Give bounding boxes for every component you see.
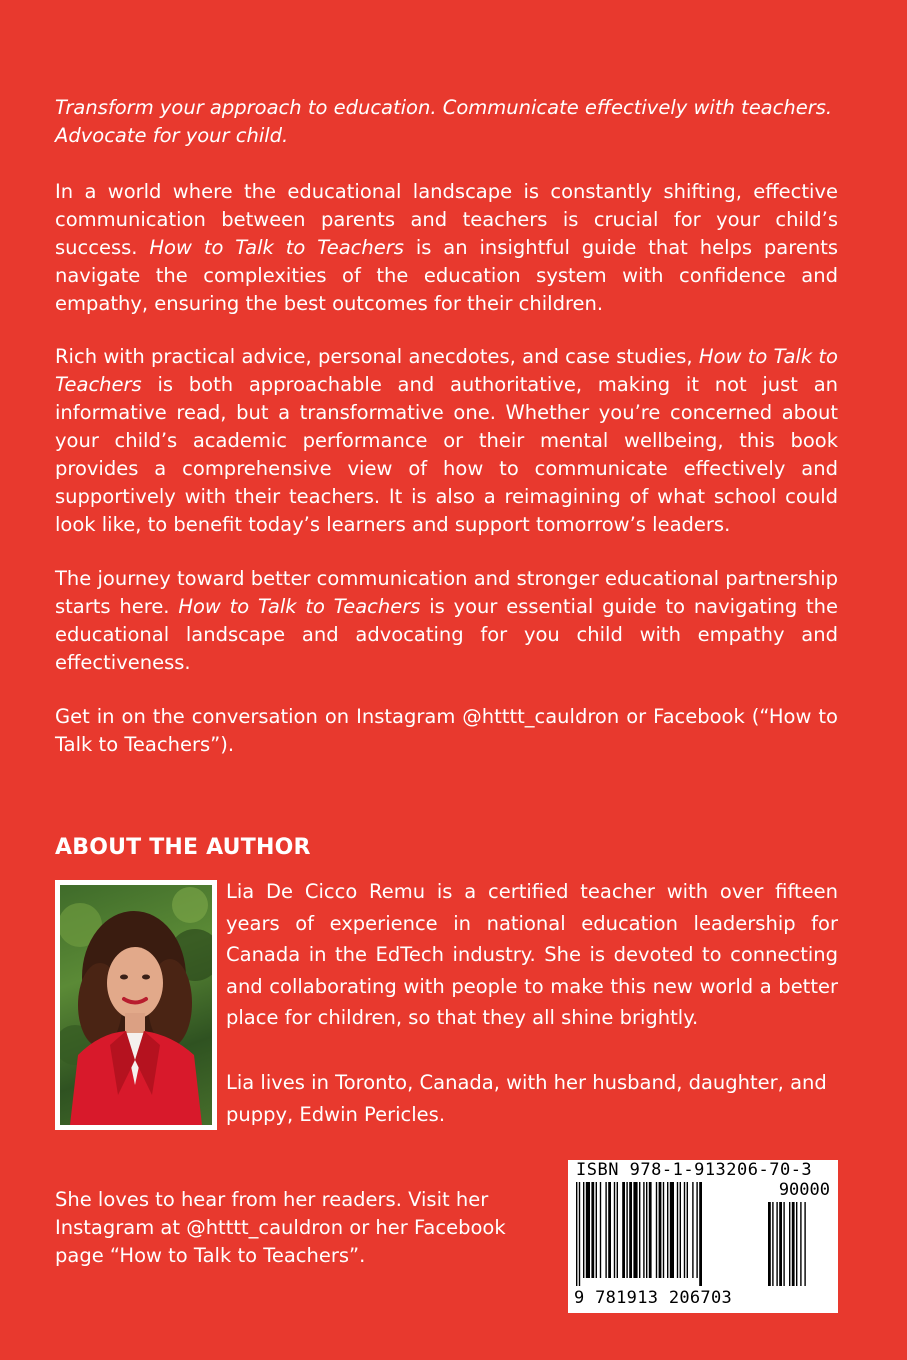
addon-bar bbox=[800, 1202, 801, 1286]
isbn-digits: 9 781913 206703 bbox=[574, 1288, 733, 1308]
addon-bar bbox=[779, 1202, 782, 1286]
isbn-barcode bbox=[568, 1160, 838, 1313]
contact-note: She loves to hear from her readers. Visit her Instagram at @htttt_cauldron or her Facebook page “How to Talk to Teachers”. bbox=[55, 1188, 506, 1267]
p3-text-b: is your essential guide to navigating the educational landscape and advocating for you child with empathy and effectiveness. bbox=[55, 595, 839, 674]
barcode-bar bbox=[633, 1182, 637, 1278]
addon-bar bbox=[776, 1202, 777, 1286]
barcode-bar bbox=[639, 1182, 640, 1278]
book-title-ref: How to Talk to Teachers bbox=[55, 345, 838, 396]
barcode-bar bbox=[684, 1182, 685, 1278]
p2-text-a: Rich with practical advice, personal anecdotes, and case studies, bbox=[55, 345, 693, 368]
barcode-bar bbox=[643, 1182, 644, 1278]
barcode-bar bbox=[596, 1182, 597, 1278]
barcode-bar bbox=[687, 1182, 688, 1278]
barcode-bar bbox=[629, 1182, 632, 1278]
barcode-bar bbox=[614, 1182, 615, 1278]
barcode-bar bbox=[576, 1182, 577, 1286]
addon-bar bbox=[783, 1202, 784, 1286]
description-paragraph-1 bbox=[55, 178, 838, 318]
barcode-bar bbox=[680, 1182, 681, 1278]
barcode-bar bbox=[667, 1182, 668, 1278]
tagline-line-2: Advocate for your child. bbox=[55, 124, 289, 147]
barcode-bar bbox=[699, 1182, 702, 1286]
p1-text-a: In a world where the educational landscape is constantly shifting, effective communication between parents and teachers is crucial for your child’s success. bbox=[55, 180, 838, 259]
book-title-ref: How to Talk to Teachers bbox=[149, 236, 404, 259]
p2-text-b: is both approachable and authoritative, making it not just an informative read, but a transformative one. Whether you’re concerned about your child’s academic performance or their mental wellbeing, this book provides a comprehensive view of how to communicate effectively and supportively with their teachers. It is also a reimagining of what school could look like, to benefit today’s learners and support tomorrow’s leaders. bbox=[55, 373, 839, 536]
price-addon: 90000 bbox=[778, 1180, 830, 1200]
barcode-bar bbox=[608, 1182, 611, 1278]
barcode-bar bbox=[646, 1182, 647, 1278]
description-paragraph-2 bbox=[55, 343, 838, 539]
barcode-bars bbox=[572, 1180, 834, 1290]
barcode-bar bbox=[656, 1182, 657, 1278]
barcode-bar bbox=[696, 1182, 697, 1278]
barcode-bar bbox=[663, 1182, 664, 1278]
addon-bar bbox=[768, 1202, 771, 1286]
book-title-ref: How to Talk to Teachers bbox=[178, 595, 421, 618]
p3-text-a: The journey toward better communication and stronger educational partnership starts here. bbox=[55, 567, 838, 618]
author-photo bbox=[55, 880, 217, 1130]
addon-bar bbox=[792, 1202, 795, 1286]
barcode-bar bbox=[649, 1182, 652, 1278]
description-paragraph-3 bbox=[55, 565, 838, 677]
portrait-illustration bbox=[60, 885, 212, 1125]
barcode-bar bbox=[617, 1182, 618, 1278]
addon-bar bbox=[772, 1202, 773, 1286]
barcode-bar bbox=[670, 1182, 674, 1278]
addon-bar bbox=[804, 1202, 805, 1286]
barcode-bar bbox=[622, 1182, 625, 1278]
barcode-bar bbox=[591, 1182, 594, 1278]
addon-bar bbox=[789, 1202, 790, 1286]
barcode-bar bbox=[600, 1182, 601, 1278]
addon-bar bbox=[796, 1202, 797, 1286]
barcode-bar bbox=[677, 1182, 678, 1278]
barcode-bar bbox=[626, 1182, 627, 1278]
barcode-bar bbox=[605, 1182, 606, 1278]
barcode-bar bbox=[692, 1182, 693, 1278]
barcode-bar bbox=[583, 1182, 584, 1278]
about-author-heading: ABOUT THE AUTHOR bbox=[55, 835, 311, 860]
tagline-line-1: Transform your approach to education. Communicate effectively with teachers. bbox=[55, 96, 833, 119]
author-portrait-image bbox=[60, 885, 212, 1125]
barcode-bar bbox=[659, 1182, 662, 1278]
author-bio: Lia De Cicco Remu is a certified teacher with over fifteen years of experience in national education leadership for Canada in the EdTech industry. She is devoted to connecting and collaborating with people to make this new world a better place for children, so that they all shine brightly. bbox=[226, 880, 838, 1029]
tagline bbox=[55, 94, 845, 150]
barcode-bar bbox=[579, 1182, 580, 1286]
author-location: Lia lives in Toronto, Canada, with her husband, daughter, and puppy, Edwin Pericles. bbox=[226, 1071, 827, 1126]
barcode-bar bbox=[586, 1182, 590, 1278]
social-paragraph: Get in on the conversation on Instagram @htttt_cauldron or Facebook (“How to Talk to Teachers”). bbox=[55, 705, 838, 756]
p1-text-b: is an insightful guide that helps parents navigate the complexities of the education system with confidence and empathy, ensuring the best outcomes for their children. bbox=[55, 236, 839, 315]
isbn-label: ISBN 978-1-913206-70-3 bbox=[576, 1160, 813, 1180]
